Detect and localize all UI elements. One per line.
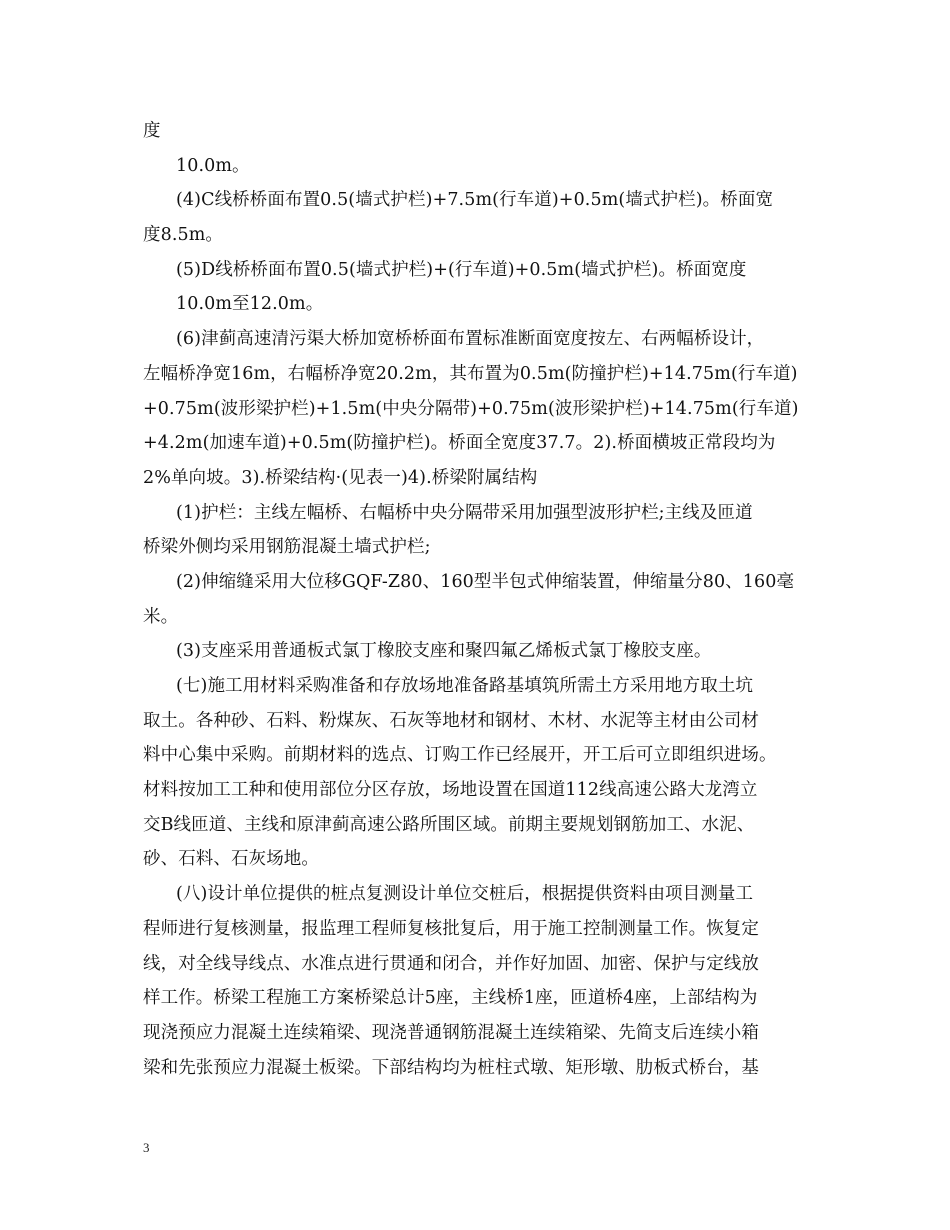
text-line: 梁和先张预应力混凝土板梁。下部结构均为桩柱式墩、矩形墩、肋板式桥台，基	[143, 1057, 759, 1078]
text-line: 10.0m。	[176, 155, 250, 176]
page-number: 3	[143, 1140, 150, 1155]
document-body	[143, 114, 843, 1085]
text-line: (2)伸缩缝采用大位移GQF-Z80、160型半包式伸缩装置，伸缩量分80、160毫	[176, 571, 795, 592]
text-line: 样工作。桥梁工程施工方案桥梁总计5座，主线桥1座，匝道桥4座，上部结构为	[143, 988, 758, 1009]
text-line: 度8.5m。	[143, 225, 224, 246]
text-line: 砂、石料、石灰场地。	[143, 849, 319, 870]
text-line: 桥梁外侧均采用钢筋混凝土墙式护栏;	[143, 537, 431, 558]
text-line: 10.0m至12.0m。	[176, 294, 324, 315]
text-line: 交B线匝道、主线和原津蓟高速公路所围区域。前期主要规划钢筋加工、水泥、	[143, 814, 755, 835]
text-line: 2%单向坡。3).桥梁结构·(见表一)4).桥梁附属结构	[143, 467, 538, 488]
text-line: 度	[143, 121, 161, 141]
text-line: +0.75m(波形梁护栏)+1.5m(中央分隔带)+0.75m(波形梁护栏)+14.75m(行车道)	[143, 398, 799, 419]
text-line: (6)津蓟高速清污渠大桥加宽桥桥面布置标准断面宽度按左、右两幅桥设计，	[176, 329, 765, 350]
text-line: 米。	[143, 606, 179, 627]
text-line: (八)设计单位提供的桩点复测设计单位交桩后，根据提供资料由项目测量工	[176, 884, 754, 905]
text-line: 料中心集中采购。前期材料的选点、订购工作已经展开，开工后可立即组织进场。	[143, 745, 777, 766]
text-line: (3)支座采用普通板式氯丁橡胶支座和聚四氟乙烯板式氯丁橡胶支座。	[176, 641, 712, 662]
text-line: 线，对全线导线点、水准点进行贯通和闭合，并作好加固、加密、保护与定线放	[143, 953, 759, 974]
text-line: 程师进行复核测量，报监理工程师复核批复后，用于施工控制测量工作。恢复定	[143, 918, 759, 939]
text-line: +4.2m(加速车道)+0.5m(防撞护栏)。桥面全宽度37.7。2).桥面横坡正常段均为	[143, 433, 776, 454]
text-line: 左幅桥净宽16m，右幅桥净宽20.2m，其布置为0.5m(防撞护栏)+14.75m(行车道)	[143, 363, 798, 384]
text-line: (1)护栏：主线左幅桥、右幅桥中央分隔带采用加强型波形护栏;主线及匝道	[176, 502, 753, 523]
text-line: (4)C线桥桥面布置0.5(墙式护栏)+7.5m(行车道)+0.5m(墙式护栏)。桥面宽	[176, 190, 774, 211]
text-line: (七)施工用材料采购准备和存放场地准备路基填筑所需土方采用地方取土坑	[176, 676, 754, 696]
text-line: (5)D线桥桥面布置0.5(墙式护栏)+(行车道)+0.5m(墙式护栏)。桥面宽度	[176, 259, 747, 280]
text-line: 取土。各种砂、石料、粉煤灰、石灰等地材和钢材、木材、水泥等主材由公司材	[143, 710, 759, 731]
text-line: 材料按加工工种和使用部位分区存放，场地设置在国道112线高速公路大龙湾立	[143, 780, 758, 801]
text-line: 现浇预应力混凝土连续箱梁、现浇普通钢筋混凝土连续箱梁、先简支后连续小箱	[143, 1022, 759, 1043]
